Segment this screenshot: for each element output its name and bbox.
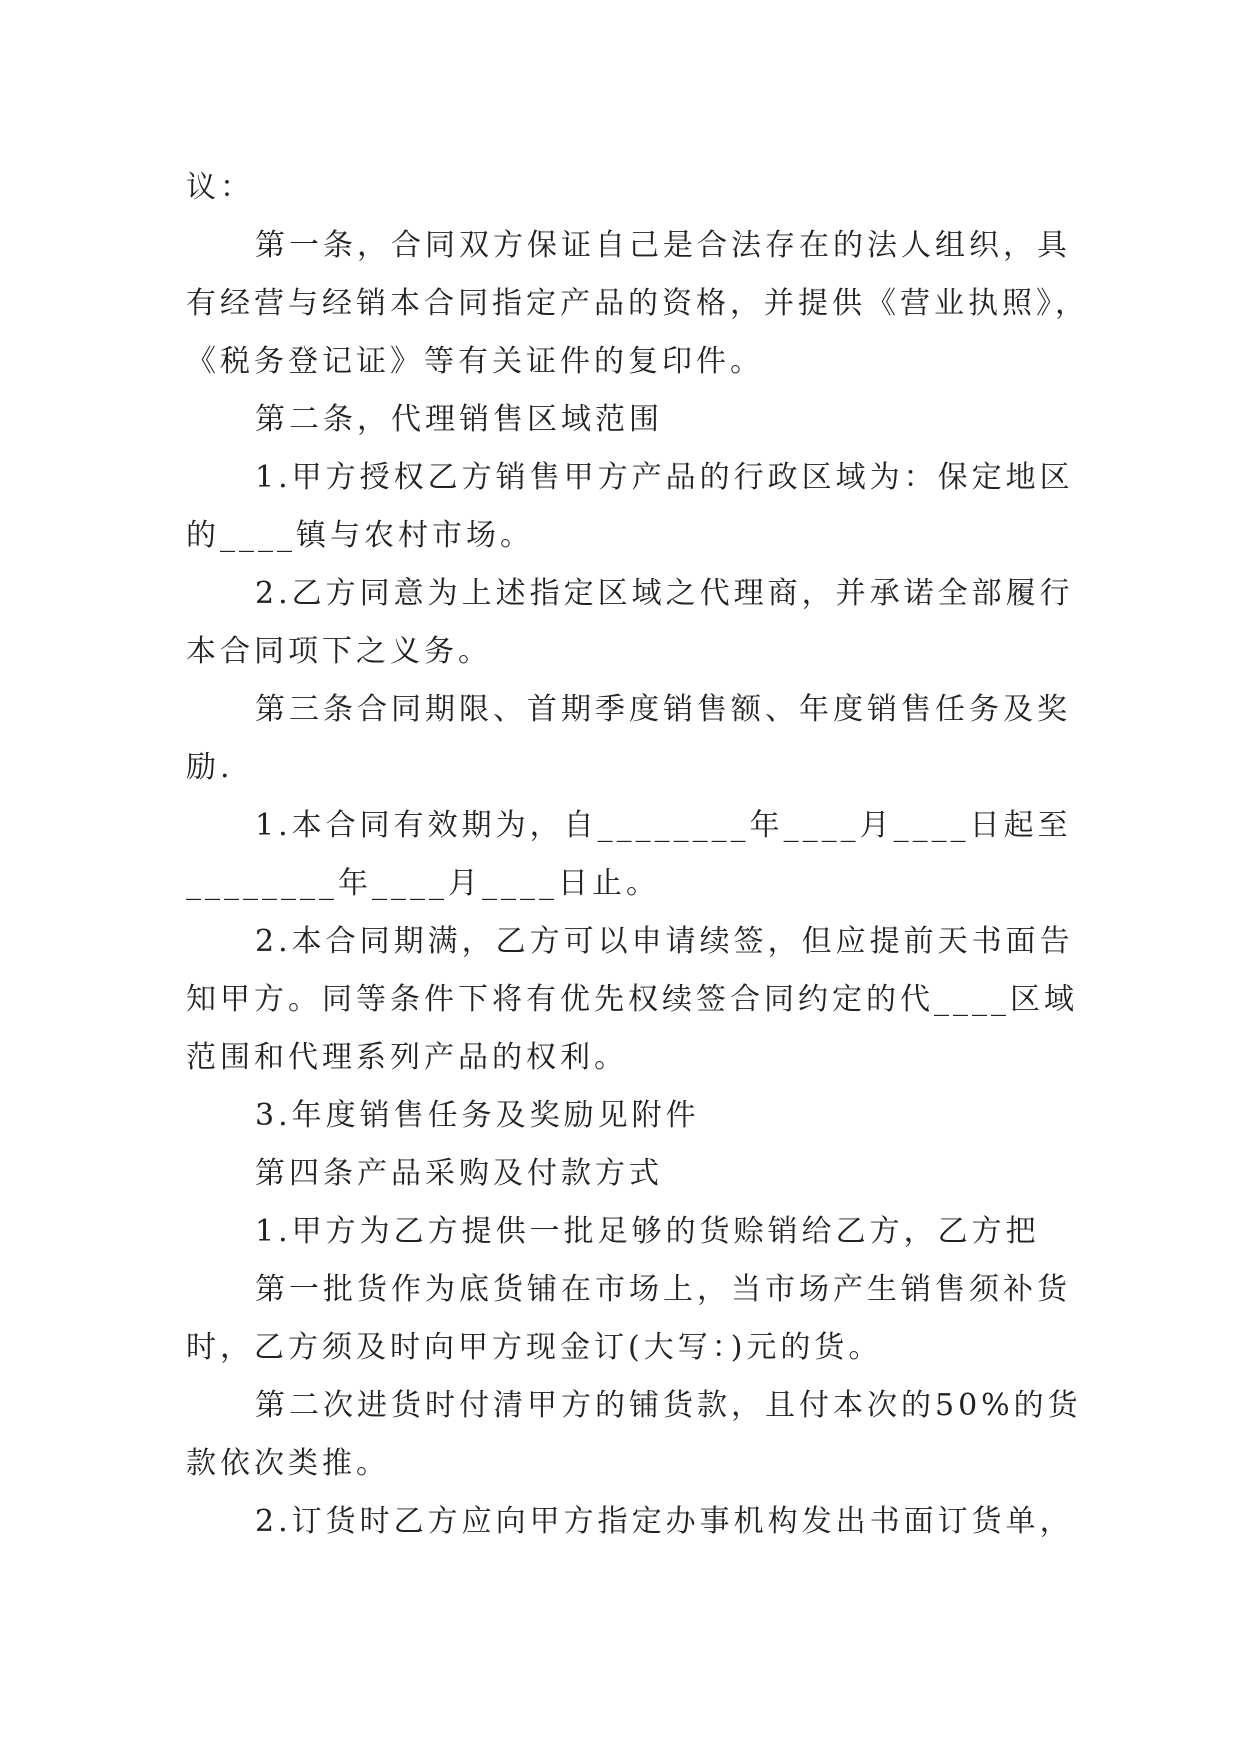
text-line: 范围和代理系列产品的权利。 <box>186 1040 628 1075</box>
text-line: 的____镇与农村市场。 <box>186 518 534 553</box>
text-line: 有经营与经销本合同指定产品的资格，并提供《营业执照》， <box>186 286 1089 321</box>
text-line: 第一批货作为底货铺在市场上，当市场产生销售须补货 <box>255 1272 1071 1307</box>
text-line: 1.本合同有效期为，自________年____月____日起至 <box>255 808 1072 843</box>
text-line: 知甲方。同等条件下将有优先权续签合同约定的代____区域 <box>186 982 1078 1017</box>
text-line: 第三条合同期限、首期季度销售额、年度销售任务及奖 <box>255 692 1071 727</box>
text-line: ________年____月____日止。 <box>186 866 660 901</box>
text-line: 款依次类推。 <box>186 1446 390 1481</box>
text-line: 2.订货时乙方应向甲方指定办事机构发出书面订货单， <box>255 1504 1074 1539</box>
text-line: 3.年度销售任务及奖励见附件 <box>255 1098 700 1133</box>
text-line: 时，乙方须及时向甲方现金订(大写：)元的货。 <box>186 1330 883 1365</box>
text-line: 议： <box>186 170 254 205</box>
text-line: 本合同项下之义务。 <box>186 634 492 669</box>
text-line: 励. <box>186 750 234 785</box>
text-line: 2.乙方同意为上述指定区域之代理商，并承诺全部履行 <box>255 576 1074 611</box>
text-line: 1.甲方授权乙方销售甲方产品的行政区域为：保定地区 <box>255 460 1074 495</box>
text-line: 第四条产品采购及付款方式 <box>255 1156 663 1191</box>
text-line: 1.甲方为乙方提供一批足够的货赊销给乙方，乙方把 <box>255 1214 1040 1249</box>
text-line: 第二次进货时付清甲方的铺货款，且付本次的50%的货 <box>255 1388 1082 1423</box>
text-line: 第二条，代理销售区域范围 <box>255 402 663 437</box>
text-line: 第一条，合同双方保证自己是合法存在的法人组织，具 <box>255 228 1071 263</box>
text-line: 《税务登记证》等有关证件的复印件。 <box>186 344 764 379</box>
text-line: 2.本合同期满，乙方可以申请续签，但应提前天书面告 <box>255 924 1074 959</box>
